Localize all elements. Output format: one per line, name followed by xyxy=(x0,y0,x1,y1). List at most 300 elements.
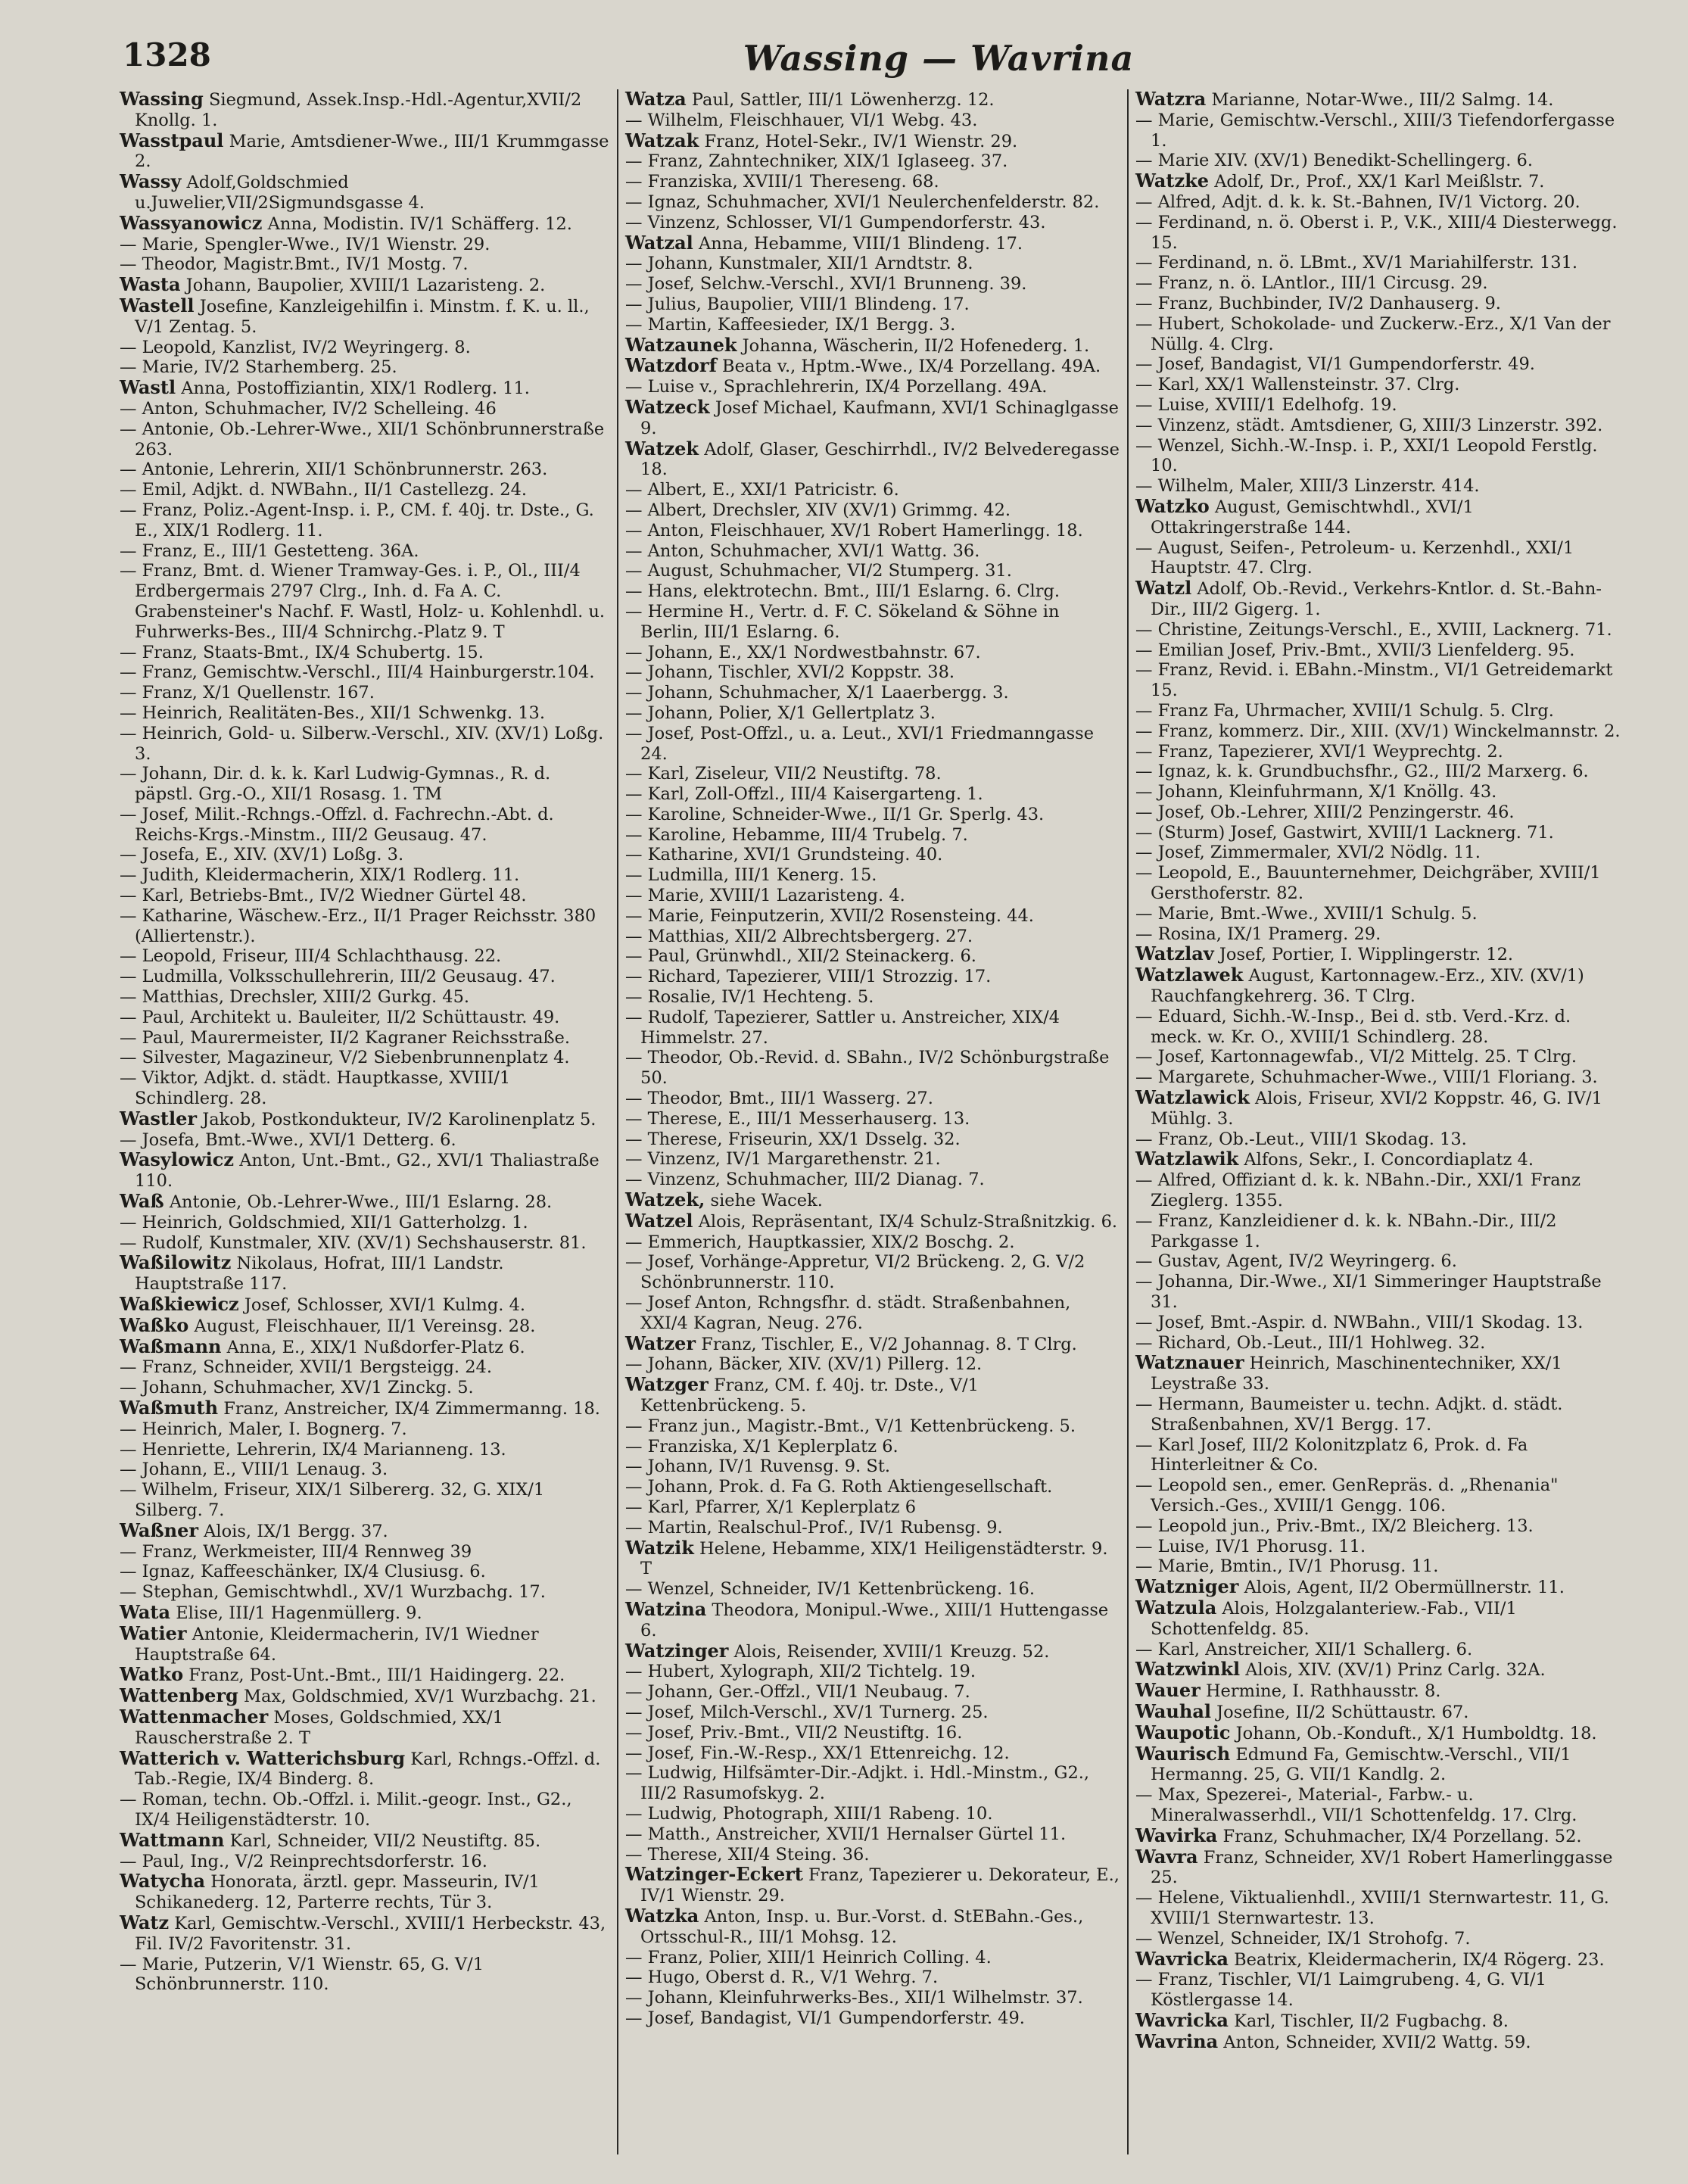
entry-detail: Zeitungs-Verschl., E., XVIII, Lacknerg. 71. xyxy=(1248,619,1612,640)
entry-detail: Ob.-Revid. d. SBahn., IV/2 Schönburgstraße 50. xyxy=(640,1048,1110,1089)
entry-name: — Franz, xyxy=(1135,1970,1213,1990)
entry-detail: Johann, Baupolier, XVIII/1 Lazaristeng. 2. xyxy=(185,276,546,296)
entry-name: — Vinzenz, xyxy=(625,1170,721,1190)
entry-name: — Rudolf, xyxy=(120,1232,204,1253)
directory-entry xyxy=(1135,192,1621,213)
directory-entry xyxy=(120,131,612,173)
column-1 xyxy=(120,89,612,1995)
directory-entry xyxy=(1135,2032,1621,2053)
entry-detail: Franz, CM. f. 40j. tr. Dste., V/1 Kettenbrückeng. 5. xyxy=(640,1376,979,1416)
entry-detail: XVIII/1 Thereseng. 68. xyxy=(743,172,939,192)
entry-name: Watzeck xyxy=(625,395,710,418)
entry-detail: Dir.-Wwe., XI/1 Simmeringer Hauptstraße 31. xyxy=(1151,1272,1602,1313)
entry-name: — Hermine xyxy=(625,601,724,622)
directory-entry xyxy=(120,1150,612,1192)
entry-name: — Stephan, xyxy=(120,1582,220,1603)
directory-entry xyxy=(120,1008,612,1028)
entry-detail: E., III/1 Messerhauserg. 13. xyxy=(727,1108,970,1129)
entry-detail: Josef, Portier, I. Wipplingerstr. 12. xyxy=(1219,945,1514,965)
directory-entry xyxy=(1135,1516,1621,1537)
entry-name: — Hugo, xyxy=(625,1967,700,1988)
entry-name: — Franz, xyxy=(120,1541,198,1562)
entry-name: Waupotic xyxy=(1135,1721,1231,1743)
directory-entry xyxy=(1135,640,1621,661)
entry-detail: IV/2 Starhemberg. 25. xyxy=(204,357,397,378)
directory-entry xyxy=(1135,1333,1621,1354)
entry-name: — Karl, xyxy=(625,764,690,784)
entry-name: — Rudolf, xyxy=(625,1007,709,1027)
entry-detail: Lehrerin, XII/1 Schönbrunnerstr. 263. xyxy=(220,460,548,480)
entry-name: — Viktor, xyxy=(120,1068,199,1089)
entry-detail: Friseurin, XX/1 Dsselg. 32. xyxy=(727,1129,961,1149)
directory-entry xyxy=(1135,1313,1621,1333)
entry-detail: Schlosser, VI/1 Gumpendorferstr. 43. xyxy=(726,212,1046,232)
entry-detail: Adjkt. d. städt. Hauptkasse, XVIII/1 Schindlerg. 28. xyxy=(135,1068,511,1109)
directory-entry xyxy=(1135,843,1621,863)
entry-detail: Josefine, II/2 Schüttaustr. 67. xyxy=(1216,1702,1469,1722)
entry-name: Wavrina xyxy=(1135,2030,1219,2052)
entry-detail: Bmt.-Wwe., XVI/1 Detterg. 6. xyxy=(205,1129,456,1150)
entry-name: Watier xyxy=(120,1622,187,1644)
entry-name: — Leopold xyxy=(1135,1475,1228,1496)
entry-detail: kommerz. Dir., XIII. (XV/1) Winckelmannstr. 2. xyxy=(1219,721,1621,741)
entry-detail: IV/1 Margarethenstr. 21. xyxy=(726,1149,941,1170)
entry-detail: Gemischtwhdl., XV/1 Wurzbachg. 17. xyxy=(224,1582,546,1603)
entry-name: — Matth., xyxy=(625,1824,711,1844)
entry-name: — Franz, xyxy=(1135,293,1213,313)
entry-name: — Gustav, xyxy=(1135,1251,1222,1272)
entry-name: Watko xyxy=(120,1663,184,1686)
directory-entry xyxy=(625,1703,1120,1723)
directory-entry xyxy=(1135,1211,1621,1252)
entry-detail: Franz, Anstreicher, IX/4 Zimmermanng. 18. xyxy=(223,1399,600,1419)
entry-name: — Matthias, xyxy=(625,926,730,946)
directory-entry xyxy=(625,1437,1120,1457)
directory-entry xyxy=(120,89,612,131)
directory-entry xyxy=(1135,1435,1621,1476)
entry-name: Wasstpaul xyxy=(120,129,224,151)
entry-detail: Revid. i. EBahn.-Minstm., VI/1 Getreidemarkt 15. xyxy=(1151,660,1613,701)
entry-name: — Anton, xyxy=(625,520,705,541)
entry-name: — Marie, xyxy=(120,357,199,378)
directory-entry xyxy=(120,845,612,865)
column-rule xyxy=(1127,89,1129,2154)
entry-detail: Paul, Sattler, III/1 Löwenherzg. 12. xyxy=(691,90,995,110)
entry-name: — Richard, xyxy=(1135,1332,1232,1353)
entry-name: — Alfred, xyxy=(1135,1170,1217,1191)
entry-detail: Ob.-Leut., III/1 Hohlweg. 32. xyxy=(1236,1332,1486,1353)
entry-detail: n. ö. Oberst i. P., V.K., XIII/4 Diesterwegg. 15. xyxy=(1151,212,1618,253)
entry-detail: XVIII/1 Lazaristeng. 4. xyxy=(709,886,905,906)
entry-detail: XII/4 Steing. 36. xyxy=(727,1844,870,1865)
directory-entry xyxy=(120,805,612,846)
entry-name: Waßmann xyxy=(120,1335,222,1357)
directory-entry xyxy=(1135,578,1621,620)
entry-detail: Schneider, IV/1 Kettenbrückeng. 16. xyxy=(720,1579,1036,1600)
entry-detail: Josefine, Kanzleigehilfin i. Minstm. f. K. u. ll., V/1 Zentag. 5. xyxy=(135,296,590,337)
entry-detail: Ing., V/2 Reinprechtsdorferstr. 16. xyxy=(190,1851,487,1871)
directory-entry xyxy=(1135,1577,1621,1598)
directory-entry xyxy=(1135,151,1621,171)
entry-name: — Judith, xyxy=(120,865,200,886)
entry-detail: Schuhmacher, XVI/1 Wattg. 36. xyxy=(709,541,980,561)
entry-detail: Polier, XIII/1 Heinrich Colling. 4. xyxy=(709,1947,992,1967)
entry-detail: Moses, Goldschmied, XX/1 Rauscherstraße 2. T xyxy=(135,1707,503,1748)
entry-name: Wassyanowicz xyxy=(120,211,263,234)
entry-detail: Magistr.Bmt., IV/1 Mostg. 7. xyxy=(223,254,469,275)
entry-name: — Josefa, xyxy=(120,845,200,865)
entry-detail: Adjkt. d. NWBahn., II/1 Castellezg. 24. xyxy=(192,480,528,500)
entry-name: — Wenzel, xyxy=(1135,1928,1226,1949)
directory-entry xyxy=(625,1662,1120,1682)
directory-entry xyxy=(625,683,1120,703)
entry-detail: Maler, I. Bognerg. 7. xyxy=(228,1419,407,1439)
entry-name: — Johann, xyxy=(120,1460,208,1480)
entry-detail: III/2 Kolonitzplatz 6, Prok. d. Fa Hinterleitner & Co. xyxy=(1151,1435,1528,1475)
entry-detail: Sichh.-W.-Insp., Bei d. stb. Verd.-Krz. d. meck. w. Kr. O., XVIII/1 Schindlerg. 28. xyxy=(1151,1006,1571,1047)
entry-name: — Ferdinand, xyxy=(1135,212,1252,232)
entry-detail: IV/1 Phorusg. 11. xyxy=(1215,1536,1366,1556)
directory-entry xyxy=(625,1354,1120,1375)
entry-detail: Bmt.-Aspir. d. NWBahn., VIII/1 Skodag. 13. xyxy=(1210,1312,1584,1332)
entry-detail: Gemischtw.-Verschl., III/4 Hainburgerstr.104. xyxy=(203,662,595,683)
entry-name: — Paul, xyxy=(625,946,691,967)
entry-detail: Honorata, ärztl. gepr. Masseurin, IV/1 Schikanederg. 12, Parterre rechts, Tür 3. xyxy=(135,1872,540,1913)
entry-name: — Luise, xyxy=(1135,1536,1210,1556)
entry-name: Waßkiewicz xyxy=(120,1293,239,1316)
directory-entry xyxy=(1135,1929,1621,1949)
entry-detail: Franz, Schneider, XV/1 Robert Hamerlinggasse 25. xyxy=(1151,1847,1613,1888)
directory-entry xyxy=(1135,965,1621,1007)
entry-detail: Nikolaus, Hofrat, III/1 Landstr. Hauptstraße 117. xyxy=(135,1254,504,1295)
directory-entry xyxy=(1135,924,1621,945)
directory-entry xyxy=(625,1641,1120,1662)
directory-entry xyxy=(120,1378,612,1398)
entry-detail: Maler, XIII/3 Linzerstr. 414. xyxy=(1239,476,1480,497)
directory-entry xyxy=(1135,1353,1621,1394)
entry-detail: August, Kartonnagew.-Erz., XIV. (XV/1) Rauchfangkehrerg. 36. T Clrg. xyxy=(1151,966,1584,1007)
entry-name: — Franz, xyxy=(1135,660,1213,681)
directory-entry xyxy=(625,805,1120,825)
entry-name: Watycha xyxy=(120,1870,206,1893)
directory-entry xyxy=(1135,436,1621,477)
entry-name: — August, xyxy=(625,561,715,581)
directory-entry xyxy=(1135,416,1621,436)
entry-detail: Bmt.-Wwe., XVIII/1 Schulg. 5. xyxy=(1219,903,1478,924)
entry-name: — Emilian xyxy=(1135,640,1224,660)
entry-name: Watzko xyxy=(1135,494,1210,517)
directory-entry xyxy=(625,1457,1120,1477)
entry-detail: Anna, E., XIX/1 Nußdorfer-Platz 6. xyxy=(226,1337,525,1357)
directory-entry xyxy=(625,1948,1120,1968)
entry-name: — Richard, xyxy=(625,967,721,987)
entry-name: — Josef, xyxy=(625,1743,695,1763)
entry-detail: Antonie, Ob.-Lehrer-Wwe., III/1 Eslarng. 28. xyxy=(169,1192,553,1213)
entry-detail: Fa, Uhrmacher, XVIII/1 Schulg. 5. Clrg. xyxy=(1213,700,1554,721)
directory-entry xyxy=(625,131,1120,152)
entry-detail: Hauptkassier, XIX/2 Boschg. 2. xyxy=(747,1232,1015,1252)
entry-detail: Milch-Verschl., XV/1 Turnerg. 25. xyxy=(699,1702,989,1722)
directory-entry xyxy=(625,1334,1120,1355)
entry-detail: Spengler-Wwe., IV/1 Wienstr. 29. xyxy=(204,234,491,254)
entry-detail: Magistr.-Bmt., V/1 Kettenbrückeng. 5. xyxy=(746,1416,1076,1436)
entry-detail: Elise, III/1 Hagenmüllerg. 9. xyxy=(176,1603,422,1623)
entry-name: — Anton, xyxy=(625,541,705,561)
directory-entry xyxy=(1135,620,1621,640)
entry-name: — Karl Josef, xyxy=(1135,1435,1247,1455)
entry-name: — Karoline, xyxy=(625,804,727,824)
entry-name: Wastell xyxy=(120,294,195,316)
entry-name: — Henriette, xyxy=(120,1439,231,1460)
entry-name: — Johann, xyxy=(120,764,208,784)
directory-entry xyxy=(625,946,1120,967)
entry-detail: Seifen-, Petroleum- u. Kerzenhdl., XXI/1 Hauptstr. 47. Clrg. xyxy=(1151,537,1574,578)
directory-entry xyxy=(625,335,1120,357)
directory-entry xyxy=(625,1988,1120,2008)
directory-entry xyxy=(625,1518,1120,1538)
directory-entry xyxy=(120,419,612,460)
entry-detail: Xylograph, XII/2 Tichtelg. 19. xyxy=(720,1662,976,1682)
entry-name: Waß xyxy=(120,1190,164,1213)
entry-detail: sen., emer. GenRepräs. d. „Rhenania" Versich.-Ges., XVIII/1 Gengg. 106. xyxy=(1151,1475,1559,1516)
directory-entry xyxy=(120,1955,612,1996)
directory-entry xyxy=(1135,1888,1621,1929)
entry-detail: Ziseleur, VII/2 Neustiftg. 78. xyxy=(695,764,942,784)
entry-name: Watzger xyxy=(625,1373,709,1396)
directory-entry xyxy=(625,602,1120,643)
directory-entry xyxy=(120,967,612,987)
entry-name: Watzlawick xyxy=(1135,1086,1250,1109)
entry-detail: Tapezierer, XVI/1 Weyprechtg. 2. xyxy=(1219,741,1503,762)
entry-detail: Kleinfuhrmann, X/1 Knöllg. 43. xyxy=(1229,782,1497,802)
entry-name: — Franz, xyxy=(120,500,198,520)
entry-detail: Kaffeeschänker, IX/4 Clusiusg. 6. xyxy=(201,1562,486,1582)
entry-detail: Johanna, Wäscherin, II/2 Hofenederg. 1. xyxy=(742,335,1090,356)
directory-entry xyxy=(625,906,1120,927)
directory-entry xyxy=(625,643,1120,663)
entry-detail: Staats-Bmt., IX/4 Schubertg. 15. xyxy=(203,642,484,662)
entry-name: — Leopold xyxy=(1135,1516,1228,1536)
directory-entry xyxy=(1135,1088,1621,1129)
entry-detail: Oberst d. R., V/1 Wehrg. 7. xyxy=(705,1967,939,1988)
entry-name: — Paul, xyxy=(120,1027,185,1048)
directory-entry xyxy=(625,1538,1120,1580)
entry-name: — Josef, xyxy=(1135,802,1205,822)
entry-name: — Katharine, xyxy=(625,845,739,865)
entry-detail: Ob.-Leut., VIII/1 Skodag. 13. xyxy=(1219,1129,1467,1149)
entry-name: — Marie, xyxy=(120,1954,199,1974)
entry-name: — Franz, xyxy=(625,1947,703,1967)
entry-name: — Martin, xyxy=(625,1517,712,1538)
directory-entry xyxy=(1135,904,1621,924)
entry-detail: Kleidermacherin, XIX/1 Rodlerg. 11. xyxy=(204,865,520,886)
directory-entry xyxy=(120,1048,612,1068)
entry-name: — Karl, xyxy=(625,1497,690,1517)
page-number: 1328 xyxy=(123,36,211,73)
entry-name: Watzniger xyxy=(1135,1575,1239,1598)
entry-name: Watzra xyxy=(1135,88,1207,110)
directory-entry xyxy=(625,439,1120,481)
entry-name: — Vinzenz, xyxy=(1135,415,1231,435)
entry-name: — Ignaz, xyxy=(120,1562,195,1582)
entry-detail: Spezerei-, Material-, Farbw.- u. Mineralwasserhdl., VII/1 Schottenfeldg. 17. Clrg. xyxy=(1151,1785,1577,1825)
directory-entry xyxy=(625,1763,1120,1804)
entry-name: — Marie xyxy=(1135,151,1210,171)
entry-detail: Anstreicher, XVII/1 Hernalser Gürtel 11. xyxy=(716,1824,1067,1844)
entry-name: — Marie, xyxy=(625,905,705,926)
directory-entry xyxy=(120,254,612,275)
entry-detail: Wäschew.-Erz., II/1 Prager Reichsstr. 380 (Alliertenstr.). xyxy=(135,905,596,946)
entry-detail: XVI/1 Grundsteing. 40. xyxy=(743,845,943,865)
directory-entry xyxy=(625,784,1120,805)
directory-entry xyxy=(625,356,1120,377)
entry-detail: Agent, IV/2 Weyringerg. 6. xyxy=(1226,1251,1457,1272)
directory-entry xyxy=(625,1845,1120,1865)
entry-name: — Marie, xyxy=(1135,903,1215,924)
entry-detail: Anton, Insp. u. Bur.-Vorst. d. StEBahn.-Ges., Ortsschul-R., III/1 Mohsg. 12. xyxy=(640,1906,1084,1947)
entry-name: — Emmerich, xyxy=(625,1232,743,1252)
entry-name: — Heinrich, xyxy=(120,703,223,723)
entry-name: Watzer xyxy=(625,1332,696,1354)
directory-entry xyxy=(1135,1170,1621,1211)
entry-detail: Schuhmacher-Wwe., VIII/1 Floriang. 3. xyxy=(1260,1067,1598,1088)
directory-entry xyxy=(625,111,1120,131)
entry-name: Watzinger-Eckert xyxy=(625,1863,803,1886)
entry-detail: Lehrerin, IX/4 Marianneng. 13. xyxy=(236,1439,506,1460)
entry-detail: Bmt., III/1 Wasserg. 27. xyxy=(728,1089,933,1109)
entry-detail: Marianne, Notar-Wwe., III/2 Salmg. 14. xyxy=(1211,90,1554,110)
entry-detail: X/1 Keplerplatz 6. xyxy=(743,1436,899,1457)
directory-entry xyxy=(625,1906,1120,1948)
directory-entry xyxy=(120,541,612,562)
entry-name: — Antonie, xyxy=(120,460,215,480)
entry-name: Watzinger xyxy=(625,1639,729,1662)
directory-entry xyxy=(120,1192,612,1213)
directory-entry xyxy=(1135,782,1621,802)
entry-name: Watzdorf xyxy=(625,354,717,377)
entry-detail: Josef, Schlosser, XVI/1 Kulmg. 4. xyxy=(244,1295,526,1316)
entry-detail: E., Bauunternehmer, Deichgräber, XVIII/1 Gersthoferstr. 82. xyxy=(1151,863,1601,904)
directory-entry xyxy=(120,213,612,235)
entry-name: — Karl, xyxy=(625,784,690,805)
entry-detail: Schuhmacher, XVI/1 Neulerchenfelderstr. 82. xyxy=(706,192,1100,212)
directory-entry xyxy=(120,235,612,255)
entry-detail: Jakob, Postkondukteur, IV/2 Karolinenplatz 5. xyxy=(202,1109,596,1129)
directory-entry xyxy=(120,683,612,703)
directory-entry xyxy=(120,1068,612,1109)
entry-name: — Katharine, xyxy=(120,905,233,926)
entry-name: — Josef, xyxy=(625,274,695,294)
entry-name: — Matthias, xyxy=(120,987,224,1008)
directory-entry xyxy=(625,1375,1120,1416)
directory-entry xyxy=(625,581,1120,602)
entry-name: — Ludwig, xyxy=(625,1763,718,1784)
entry-detail: IV/1 Ruvensg. 9. St. xyxy=(718,1457,891,1477)
entry-name: — Ludmilla, xyxy=(625,865,729,886)
directory-entry xyxy=(625,274,1120,294)
entry-name: Watzl xyxy=(1135,577,1192,600)
entry-name: Waßilowitz xyxy=(120,1251,232,1274)
entry-name: — Marie, xyxy=(120,234,199,254)
entry-name: — Johann, xyxy=(625,662,714,683)
entry-name: — Therese, xyxy=(625,1108,723,1129)
entry-name: — Marie, xyxy=(625,886,705,906)
entry-detail: Karl, Gemischtw.-Verschl., XVIII/1 Herbeckstr. 43, Fil. IV/2 Favoritenstr. 31. xyxy=(135,1913,606,1954)
entry-detail: Kunstmaler, XII/1 Arndtstr. 8. xyxy=(718,254,973,274)
column-3 xyxy=(1135,89,1621,2053)
directory-entry xyxy=(120,296,612,338)
directory-entry xyxy=(120,1600,612,1624)
entry-detail: Kanzlist, IV/2 Weyringerg. 8. xyxy=(222,337,471,357)
entry-name: Wastler xyxy=(120,1107,198,1129)
entry-name: — Josef, xyxy=(1135,1047,1205,1067)
entry-name: Watzlawik xyxy=(1135,1148,1239,1170)
entry-detail: Milit.-Rchngs.-Offzl. d. Fachrechn.-Abt. d. Reichs-Krgs.-Minstm., III/2 Geusaug. 47. xyxy=(135,804,554,845)
entry-name: Watza xyxy=(625,88,687,110)
entry-name: — Leopold, xyxy=(120,946,217,967)
directory-entry xyxy=(120,1521,612,1542)
entry-detail: Schuhmacher, VI/2 Stumperg. 31. xyxy=(719,561,1012,581)
entry-name: — Antonie, xyxy=(120,419,215,439)
directory-entry xyxy=(625,764,1120,784)
entry-detail: Schuhmacher, IV/2 Schelleing. 46 xyxy=(204,398,497,419)
entry-detail: Ob.-Lehrer, XIII/2 Penzingerstr. 46. xyxy=(1210,802,1515,822)
directory-entry xyxy=(625,703,1120,724)
entry-name: Wasta xyxy=(120,273,181,296)
entry-detail: Schuhmacher, III/2 Dianag. 7. xyxy=(726,1170,985,1190)
entry-detail: E., XXI/1 Patricistr. 6. xyxy=(712,480,899,500)
directory-entry xyxy=(625,724,1120,765)
entry-detail: Priv.-Bmt., VII/2 Neustiftg. 16. xyxy=(699,1722,963,1743)
directory-entry xyxy=(1135,1847,1621,1889)
directory-entry xyxy=(625,541,1120,562)
entry-name: — Franz, xyxy=(1135,741,1213,762)
directory-entry xyxy=(625,1865,1120,1906)
entry-name: Waßmuth xyxy=(120,1397,219,1419)
entry-name: Watzaunek xyxy=(625,333,737,356)
entry-detail: Adolf, Ob.-Revid., Verkehrs-Kntlor. d. St.-Bahn-Dir., III/2 Gigerg. 1. xyxy=(1151,579,1602,619)
entry-name: — Leopold, xyxy=(1135,863,1233,883)
entry-name: Wattmann xyxy=(120,1828,225,1851)
entry-detail: Alois, Friseur, XVI/2 Koppstr. 46, G. IV/1 Mühlg. 3. xyxy=(1151,1089,1602,1129)
entry-name: — Marie, xyxy=(1135,1556,1215,1577)
entry-detail: n. ö. LBmt., XV/1 Mariahilferstr. 131. xyxy=(1257,253,1578,273)
entry-detail: siehe Wacek. xyxy=(710,1191,823,1211)
entry-name: Wauer xyxy=(1135,1679,1201,1702)
directory-entry xyxy=(120,480,612,500)
entry-name: — Vinzenz, xyxy=(625,1149,721,1170)
directory-entry xyxy=(120,1480,612,1521)
entry-detail: Alois, Holzgalanteriew.-Fab., VII/1 Schottenfeldg. 85. xyxy=(1151,1598,1517,1639)
directory-entry xyxy=(625,1804,1120,1824)
entry-name: — Therese, xyxy=(625,1844,723,1865)
entry-detail: E., XX/1 Nordwestbahnstr. 67. xyxy=(718,642,981,662)
entry-name: — Christine, xyxy=(1135,619,1244,640)
directory-entry xyxy=(120,1665,612,1686)
entry-detail: Architekt u. Bauleiter, II/2 Schüttaustr. 49. xyxy=(190,1007,560,1027)
entry-detail: Magazineur, V/2 Siebenbrunnenplatz 4. xyxy=(226,1048,570,1068)
entry-name: — Vinzenz, xyxy=(625,212,721,232)
directory-entry xyxy=(1135,1129,1621,1150)
directory-entry xyxy=(120,1130,612,1151)
entry-name: — Julius, xyxy=(625,294,702,314)
directory-entry xyxy=(120,1871,612,1913)
entry-name: — Theodor, xyxy=(625,1089,724,1109)
entry-detail: Josef Michael, Kaufmann, XVI/1 Schinaglgasse 9. xyxy=(640,397,1119,438)
entry-detail: Sichh.-W.-Insp. i. P., XXI/1 Leopold Ferstlg. 10. xyxy=(1151,435,1598,476)
directory-entry xyxy=(1135,1640,1621,1660)
entry-name: Wassing xyxy=(120,88,204,110)
